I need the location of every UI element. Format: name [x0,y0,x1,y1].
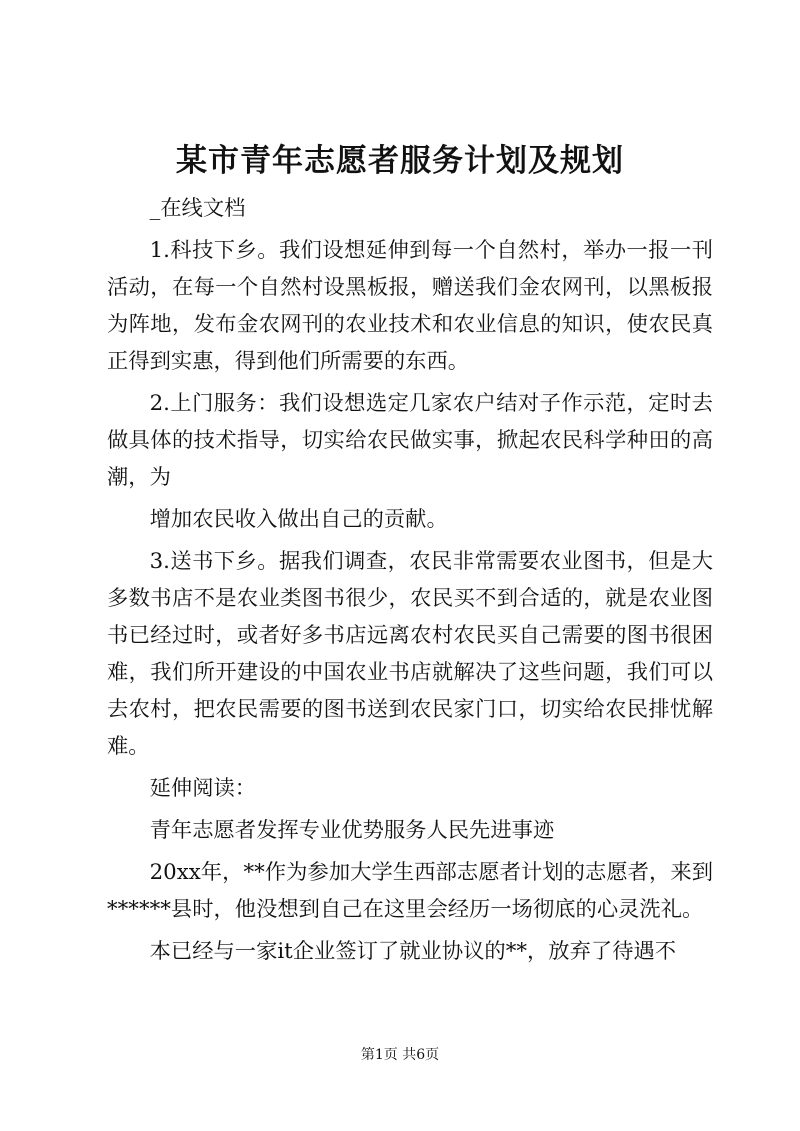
paragraph-door-service: 2.上门服务：我们设想选定几家农户结对子作示范，定时去做具体的技术指导，切实给农民做实事，掀起农民科学种田的高潮，为 [107,391,713,490]
paragraph-books-to-village: 3.送书下乡。据我们调查，农民非常需要农业图书，但是大多数书店不是农业类图书很少，农民买不到合适的，就是农业图书已经过时，或者好多书店远离农村农民买自己需要的图书很困难，我们所开建设的中国农业书店就解决了这些问题，我们可以去农村，把农民需要的图书送到农民家门口，切实给农民排忧解难。 [107,549,713,759]
paragraph-door-service-continued: 增加农民收入做出自己的贡献。 [149,507,448,532]
paragraph-volunteer-story: 20xx年，**作为参加大学生西部志愿者计划的志愿者，来到******县时，他没想到自己在这里会经历一场彻底的心灵洗礼。 [107,860,713,922]
paragraph-tech-to-village: 1.科技下乡。我们设想延伸到每一个自然村，举办一报一刊活动，在每一个自然村设黑板报，赠送我们金农网刊，以黑板报为阵地，发布金农网刊的农业技术和农业信息的知识，使农民真正得到实惠，得到他们所需要的东西。 [107,238,713,374]
paragraph-volunteer-story-continued: 本已经与一家it企业签订了就业协议的**，放弃了待遇不 [149,939,677,964]
document-title: 某市青年志愿者服务计划及规划 [176,143,624,179]
page-number-footer: 第1页 共6页 [360,1047,440,1063]
source-note: _在线文档 [149,196,246,221]
extended-reading-label: 延伸阅读： [149,776,257,801]
extended-reading-title: 青年志愿者发挥专业优势服务人民先进事迹 [149,818,555,843]
document-body [107,190,713,975]
